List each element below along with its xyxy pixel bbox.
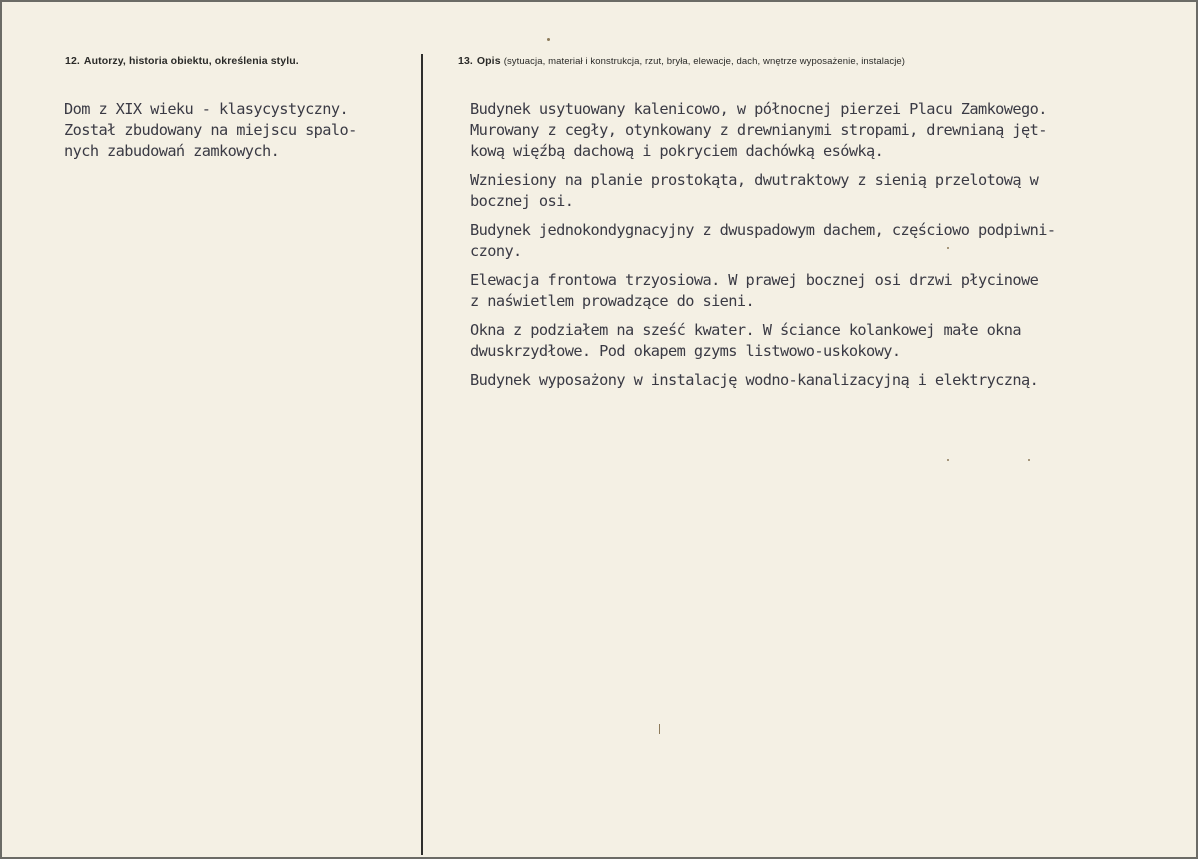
history-line: nych zabudowań zamkowych. — [64, 142, 280, 160]
description-line: Budynek wyposażony w instalację wodno-kanalizacyjną i elektryczną. — [470, 371, 1039, 389]
paper-speck — [947, 459, 949, 461]
description-paragraph — [470, 270, 1170, 312]
section-13-title: Opis — [476, 55, 501, 67]
section-12-title: Autorzy, historia obiektu, określenia stylu. — [83, 55, 299, 67]
column-divider — [421, 54, 423, 855]
history-line: Został zbudowany na miejscu spalo- — [64, 121, 357, 139]
description-paragraph — [470, 170, 1170, 212]
paper-speck — [659, 724, 660, 734]
description-line: z naświetlem prowadzące do sieni. — [470, 292, 755, 310]
description-line: czony. — [470, 242, 522, 260]
description-line: bocznej osi. — [470, 192, 574, 210]
history-text — [64, 99, 414, 162]
description-line: Budynek usytuowany kalenicowo, w północnej pierzei Placu Zamkowego. — [470, 100, 1047, 118]
history-line: Dom z XIX wieku - klasycystyczny. — [64, 100, 349, 118]
description-text — [470, 99, 1170, 399]
section-12-heading — [65, 55, 299, 67]
description-line: dwuskrzydłowe. Pod okapem gzyms listwowo-uskokowy. — [470, 342, 901, 360]
description-line: Elewacja frontowa trzyosiowa. W prawej bocznej osi drzwi płycinowe — [470, 271, 1039, 289]
description-paragraph — [470, 370, 1170, 391]
section-13-heading — [458, 55, 905, 67]
description-line: Wzniesiony na planie prostokąta, dwutraktowy z sienią przelotową w — [470, 171, 1039, 189]
section-13-title-detail: (sytuacja, materiał i konstrukcja, rzut, bryła, elewacje, dach, wnętrze wyposażenie, instalacje) — [503, 56, 906, 67]
description-line: Murowany z cegły, otynkowany z drewnianymi stropami, drewnianą jęt- — [470, 121, 1047, 139]
description-line: kową więźbą dachową i pokryciem dachówką esówką. — [470, 142, 884, 160]
description-paragraph — [470, 320, 1170, 362]
section-13-number: 13. — [458, 55, 473, 67]
description-line: Budynek jednokondygnacyjny z dwuspadowym dachem, częściowo podpiwni- — [470, 221, 1056, 239]
section-12-number: 12. — [65, 55, 80, 67]
paper-speck — [1028, 459, 1030, 461]
description-line: Okna z podziałem na sześć kwater. W ściance kolankowej małe okna — [470, 321, 1022, 339]
paper-speck — [947, 247, 949, 249]
paper-speck — [547, 38, 550, 41]
description-paragraph — [470, 220, 1170, 262]
description-paragraph — [470, 99, 1170, 162]
